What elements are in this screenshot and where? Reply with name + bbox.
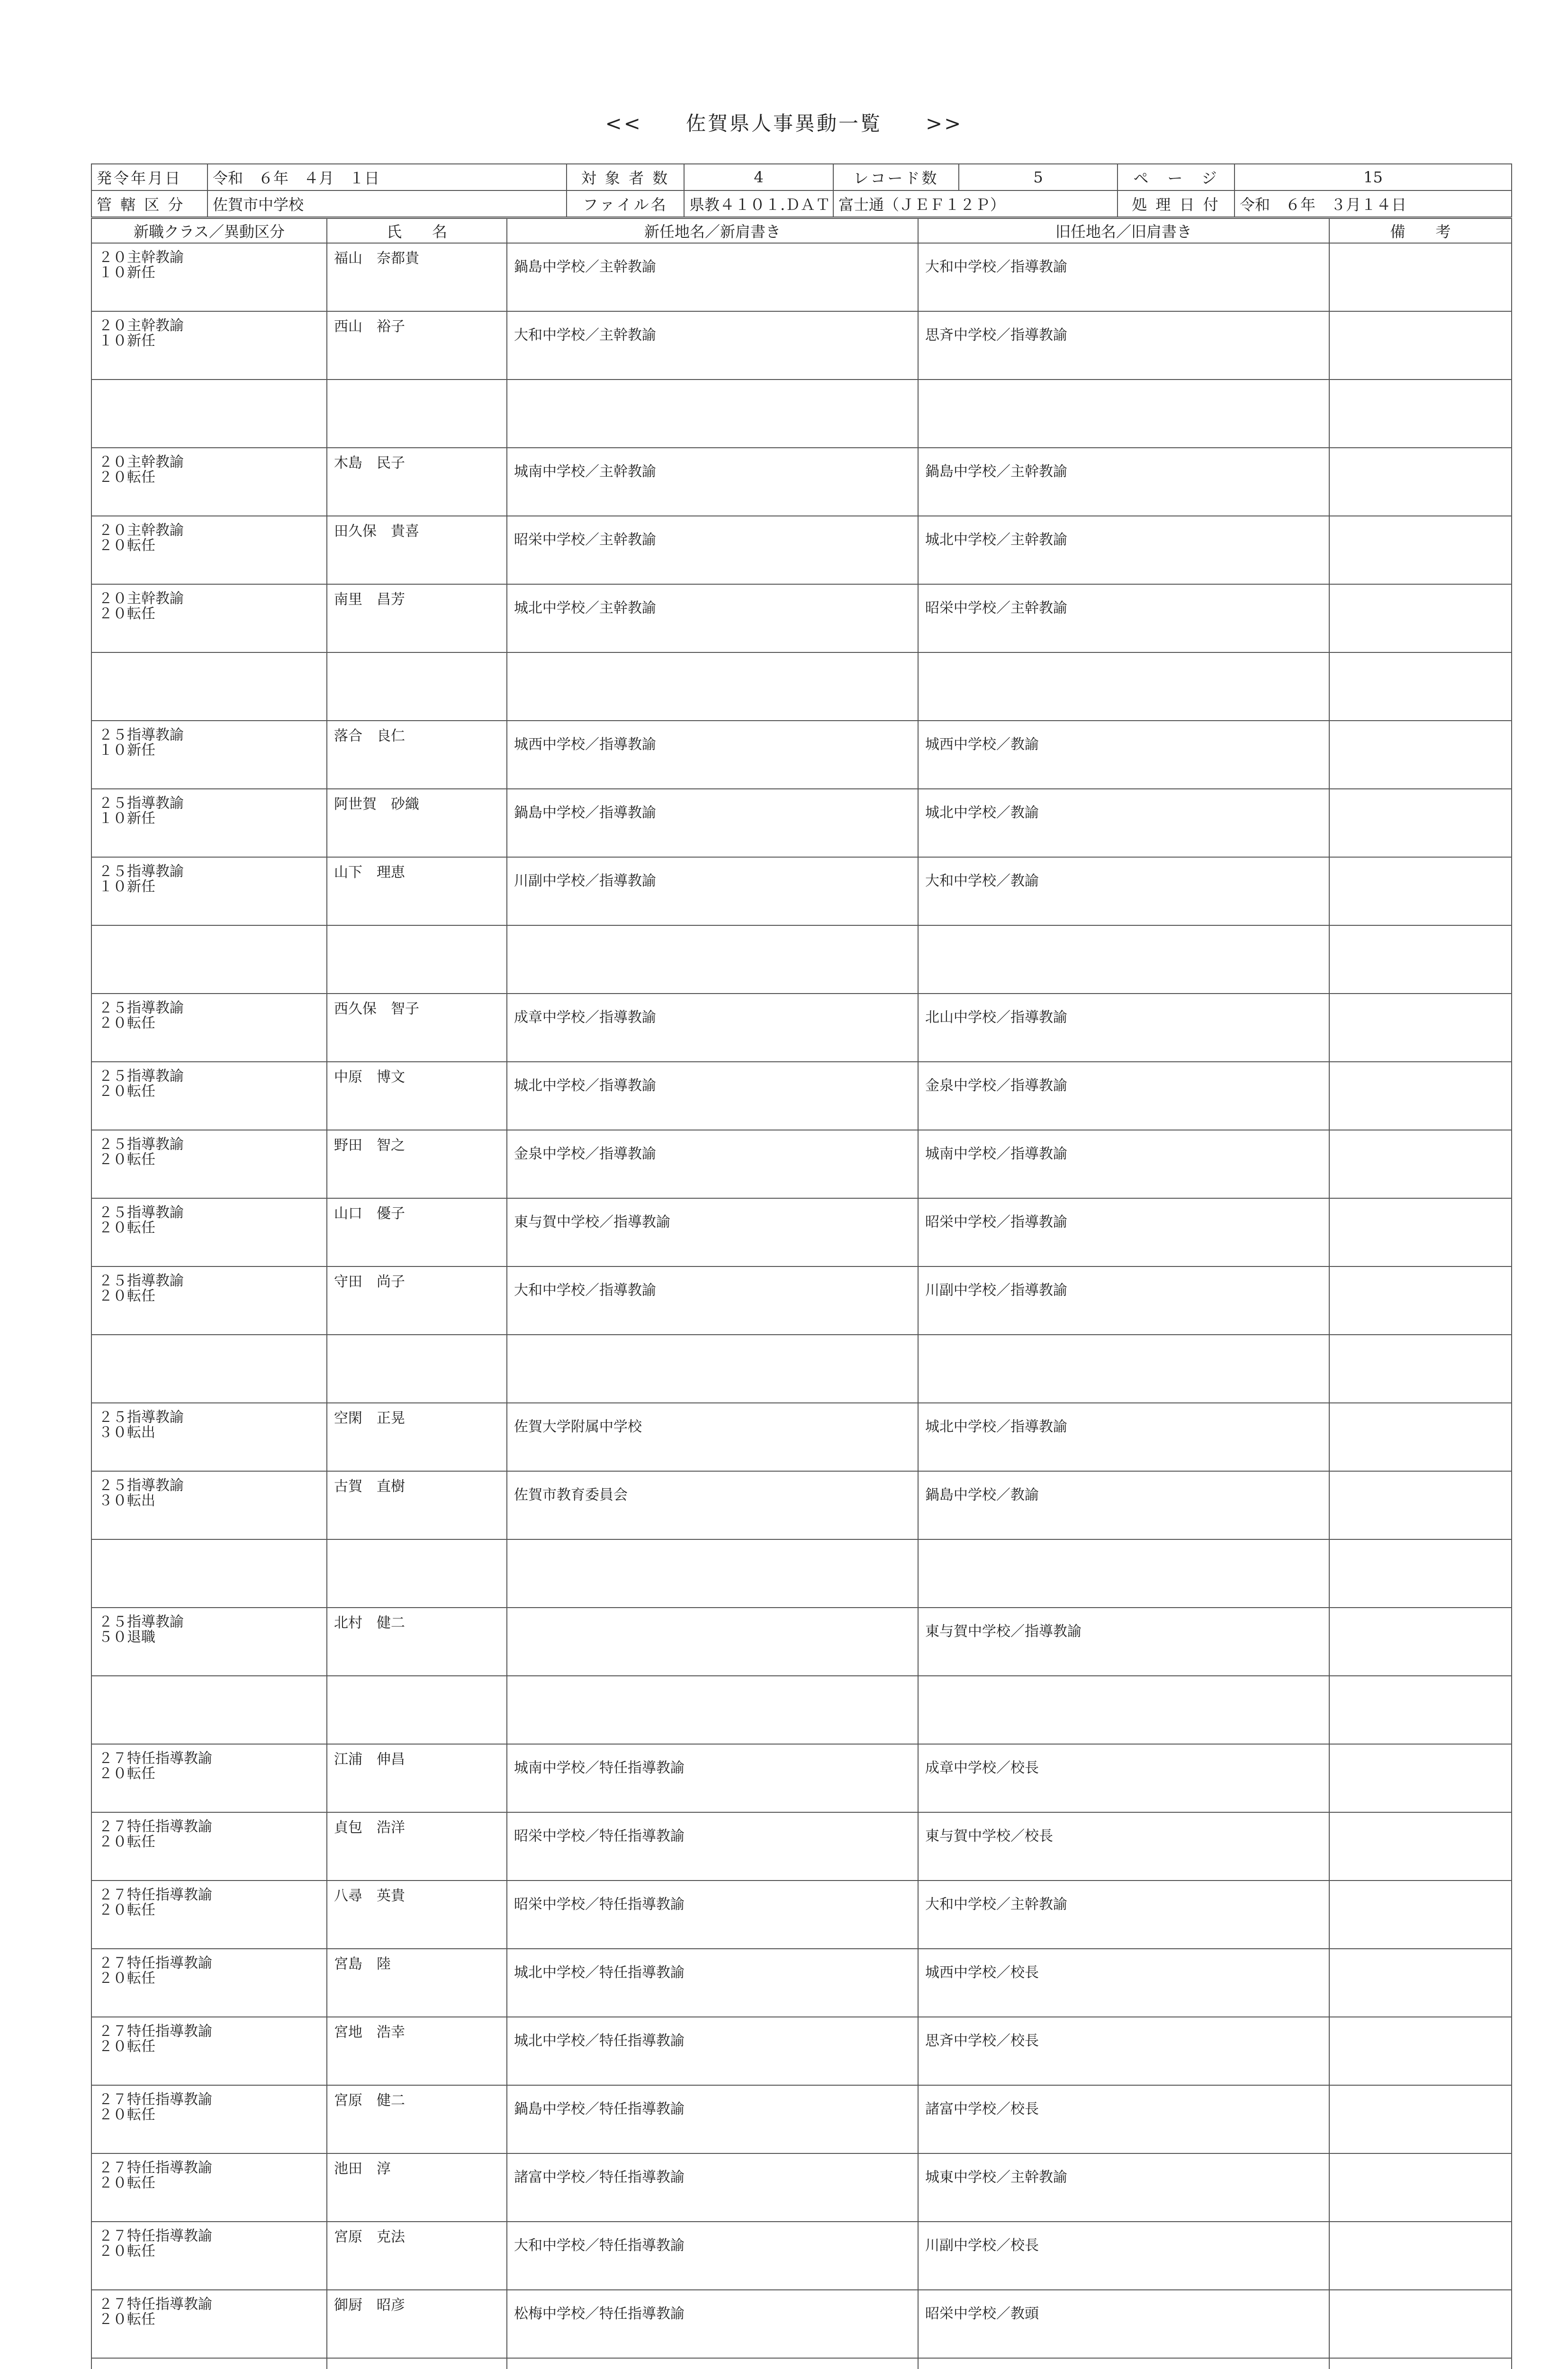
notes-cell	[1329, 2017, 1512, 2085]
transfer-type: ２０転任	[99, 1834, 155, 1851]
job-class: ２７特任指導教諭	[99, 2023, 212, 2040]
transfer-type: １０新任	[99, 333, 155, 350]
old-post-cell: 昭栄中学校／主幹教諭	[918, 584, 1329, 652]
old-post-cell	[918, 1539, 1329, 1608]
job-class: ２５指導教諭	[99, 1136, 184, 1153]
job-class: ２０主幹教諭	[99, 317, 184, 334]
class-cell	[91, 1539, 327, 1608]
transfer-type: ２０転任	[99, 606, 155, 623]
old-post-cell	[918, 652, 1329, 721]
old-post-cell: 城西中学校／校長	[918, 1949, 1329, 2017]
table-row	[91, 380, 1512, 448]
record-label: レコード数	[833, 164, 959, 190]
old-post-cell: 城西中学校／教諭	[918, 721, 1329, 789]
table-row	[91, 1539, 1512, 1608]
name-cell: 御厨 昭彦	[327, 2290, 507, 2358]
new-post-cell: 昭栄中学校／特任指導教諭	[507, 1812, 918, 1881]
name-cell: 田久保 貴喜	[327, 516, 507, 584]
class-cell	[91, 2017, 327, 2085]
new-post-cell: 城北中学校／主幹教諭	[507, 584, 918, 652]
name-cell	[327, 2358, 507, 2369]
page-title: << 佐賀県人事異動一覧 >>	[605, 112, 963, 135]
name-cell: 西山 裕子	[327, 311, 507, 380]
notes-cell	[1329, 1130, 1512, 1198]
hatsurei-value: 令和 ６年 ４月 １日	[207, 164, 567, 190]
col-header-new-post: 新任地名／新肩書き	[507, 218, 918, 243]
table-row	[91, 448, 1512, 516]
notes-cell	[1329, 2290, 1512, 2358]
notes-cell	[1329, 721, 1512, 789]
notes-cell	[1329, 1539, 1512, 1608]
class-cell	[91, 448, 327, 516]
notes-cell	[1329, 243, 1512, 311]
new-post-cell	[507, 1676, 918, 1744]
table-row	[91, 2017, 1512, 2085]
name-cell: 山下 理恵	[327, 857, 507, 925]
notes-cell	[1329, 516, 1512, 584]
new-post-cell: 城西中学校／指導教諭	[507, 721, 918, 789]
class-cell	[91, 1881, 327, 1949]
notes-cell	[1329, 1266, 1512, 1335]
job-class: ２０主幹教諭	[99, 590, 184, 607]
old-post-cell: 川副中学校／校長	[918, 2222, 1329, 2290]
transfer-type: ３０転出	[99, 1492, 155, 1510]
transfer-type: ２０転任	[99, 2107, 155, 2124]
new-post-cell: 昭栄中学校／主幹教諭	[507, 516, 918, 584]
old-post-cell: 昭栄中学校／指導教諭	[918, 1198, 1329, 1266]
class-cell	[91, 2153, 327, 2222]
old-post-cell: 城北中学校／教諭	[918, 789, 1329, 857]
job-class: ２７特任指導教諭	[99, 1887, 212, 1903]
old-post-cell: 昭栄中学校／教頭	[918, 2290, 1329, 2358]
new-post-cell	[507, 380, 918, 448]
transfer-type: ２０転任	[99, 469, 155, 486]
old-post-cell: 北山中学校／指導教諭	[918, 994, 1329, 1062]
new-post-cell: 城北中学校／指導教諭	[507, 1062, 918, 1130]
old-post-cell: 諸富中学校／校長	[918, 2085, 1329, 2153]
transfer-type: １０新任	[99, 878, 155, 895]
record-value: 5	[959, 164, 1117, 190]
table-row	[91, 1062, 1512, 1130]
class-cell	[91, 311, 327, 380]
old-post-cell: 鍋島中学校／主幹教諭	[918, 448, 1329, 516]
notes-cell	[1329, 857, 1512, 925]
header-row-1	[91, 164, 1512, 190]
job-class: ２０主幹教諭	[99, 522, 184, 539]
name-cell: 野田 智之	[327, 1130, 507, 1198]
new-post-cell	[507, 2358, 918, 2369]
class-cell	[91, 584, 327, 652]
transfer-type: ２０転任	[99, 1970, 155, 1987]
hatsurei-label: 発令年月日	[91, 164, 207, 190]
name-cell	[327, 652, 507, 721]
name-cell: 木島 民子	[327, 448, 507, 516]
table-row	[91, 1744, 1512, 1812]
table-row	[91, 2085, 1512, 2153]
table-row	[91, 1608, 1512, 1676]
name-cell: 落合 良仁	[327, 721, 507, 789]
new-post-cell: 城北中学校／特任指導教諭	[507, 2017, 918, 2085]
name-cell: 江浦 伸昌	[327, 1744, 507, 1812]
job-class: ２７特任指導教諭	[99, 2296, 212, 2313]
job-class: ２７特任指導教諭	[99, 2160, 212, 2176]
file-value: 県教４１０１.ＤＡＴ	[684, 190, 833, 217]
class-cell	[91, 1812, 327, 1881]
new-post-cell: 大和中学校／指導教諭	[507, 1266, 918, 1335]
notes-cell	[1329, 652, 1512, 721]
table-row	[91, 311, 1512, 380]
table-row	[91, 1949, 1512, 2017]
job-class: ２５指導教諭	[99, 727, 184, 743]
new-post-cell	[507, 925, 918, 994]
name-cell: 阿世賀 砂織	[327, 789, 507, 857]
transfer-type: １０新任	[99, 264, 155, 281]
old-post-cell: 思斉中学校／指導教諭	[918, 311, 1329, 380]
notes-cell	[1329, 1471, 1512, 1539]
class-cell	[91, 721, 327, 789]
job-class: ２５指導教諭	[99, 1204, 184, 1221]
table-row	[91, 1881, 1512, 1949]
table-row	[91, 652, 1512, 721]
name-cell: 南里 昌芳	[327, 584, 507, 652]
page-value: 15	[1235, 164, 1512, 190]
class-cell	[91, 2358, 327, 2369]
class-cell	[91, 516, 327, 584]
table-row	[91, 1198, 1512, 1266]
transfer-type: ２０転任	[99, 1220, 155, 1237]
class-cell	[91, 380, 327, 448]
new-post-cell: 鍋島中学校／主幹教諭	[507, 243, 918, 311]
old-post-cell: 東与賀中学校／指導教諭	[918, 1608, 1329, 1676]
table-row	[91, 516, 1512, 584]
class-cell	[91, 243, 327, 311]
table-row	[91, 1471, 1512, 1539]
transfer-type: ２０転任	[99, 2311, 155, 2328]
old-post-cell: 城南中学校／指導教諭	[918, 1130, 1329, 1198]
class-cell	[91, 1403, 327, 1471]
taishosha-label: 対 象 者 数	[567, 164, 684, 190]
job-class: ２５指導教諭	[99, 1273, 184, 1289]
table-row	[91, 721, 1512, 789]
notes-cell	[1329, 311, 1512, 380]
notes-cell	[1329, 2153, 1512, 2222]
notes-cell	[1329, 584, 1512, 652]
name-cell: 八尋 英貴	[327, 1881, 507, 1949]
transfer-type: ２０転任	[99, 2038, 155, 2055]
notes-cell	[1329, 2358, 1512, 2369]
job-class: ２０主幹教諭	[99, 249, 184, 266]
notes-cell	[1329, 380, 1512, 448]
old-post-cell: 城東中学校／主幹教諭	[918, 2153, 1329, 2222]
job-class: ２５指導教諭	[99, 1068, 184, 1085]
old-post-cell: 城北中学校／主幹教諭	[918, 516, 1329, 584]
new-post-cell: 鍋島中学校／指導教諭	[507, 789, 918, 857]
old-post-cell: 城北中学校／指導教諭	[918, 1403, 1329, 1471]
system-value: 富士通（ＪＥＦ１２Ｐ）	[833, 190, 1117, 217]
transfer-type: １０新任	[99, 810, 155, 827]
class-cell	[91, 1266, 327, 1335]
class-cell	[91, 925, 327, 994]
old-post-cell: 川副中学校／指導教諭	[918, 1266, 1329, 1335]
new-post-cell: 城北中学校／特任指導教諭	[507, 1949, 918, 2017]
notes-cell	[1329, 1062, 1512, 1130]
name-cell: 中原 博文	[327, 1062, 507, 1130]
new-post-cell: 佐賀大学附属中学校	[507, 1403, 918, 1471]
notes-cell	[1329, 1676, 1512, 1744]
shori-label: 処 理 日 付	[1117, 190, 1235, 217]
table-row	[91, 1335, 1512, 1403]
name-cell: 池田 淳	[327, 2153, 507, 2222]
old-post-cell	[918, 1676, 1329, 1744]
new-post-cell	[507, 1539, 918, 1608]
job-class: ２５指導教諭	[99, 1477, 184, 1494]
class-cell	[91, 1198, 327, 1266]
job-class: ２５指導教諭	[99, 1000, 184, 1016]
col-header-old-post: 旧任地名／旧肩書き	[918, 218, 1329, 243]
new-post-cell	[507, 652, 918, 721]
new-post-cell: 大和中学校／特任指導教諭	[507, 2222, 918, 2290]
job-class: ２０主幹教諭	[99, 454, 184, 470]
notes-cell	[1329, 1403, 1512, 1471]
new-post-cell: 松梅中学校／特任指導教諭	[507, 2290, 918, 2358]
notes-cell	[1329, 1812, 1512, 1881]
new-post-cell: 昭栄中学校／特任指導教諭	[507, 1881, 918, 1949]
job-class: ２７特任指導教諭	[99, 1750, 212, 1767]
table-row	[91, 1266, 1512, 1335]
notes-cell	[1329, 1608, 1512, 1676]
class-cell	[91, 1676, 327, 1744]
name-cell: 貞包 浩洋	[327, 1812, 507, 1881]
name-cell	[327, 380, 507, 448]
notes-cell	[1329, 925, 1512, 994]
old-post-cell	[918, 2358, 1329, 2369]
notes-cell	[1329, 2222, 1512, 2290]
name-cell: 北村 健二	[327, 1608, 507, 1676]
class-cell	[91, 1744, 327, 1812]
notes-cell	[1329, 994, 1512, 1062]
transfer-type: ２０転任	[99, 2243, 155, 2260]
job-class: ２５指導教諭	[99, 863, 184, 880]
old-post-cell: 大和中学校／主幹教諭	[918, 1881, 1329, 1949]
name-cell	[327, 1539, 507, 1608]
table-row	[91, 789, 1512, 857]
old-post-cell: 大和中学校／教諭	[918, 857, 1329, 925]
table-row	[91, 994, 1512, 1062]
old-post-cell: 思斉中学校／校長	[918, 2017, 1329, 2085]
class-cell	[91, 2290, 327, 2358]
new-post-cell	[507, 1335, 918, 1403]
transfer-type: ３０転出	[99, 1424, 155, 1441]
kankatsu-label: 管 轄 区 分	[91, 190, 207, 217]
table-row	[91, 2153, 1512, 2222]
notes-cell	[1329, 448, 1512, 516]
notes-cell	[1329, 789, 1512, 857]
name-cell: 福山 奈都貴	[327, 243, 507, 311]
shori-value: 令和 ６年 ３月１４日	[1235, 190, 1512, 217]
job-class: ２７特任指導教諭	[99, 1955, 212, 1971]
taishosha-value: 4	[684, 164, 833, 190]
col-header-notes: 備 考	[1329, 218, 1512, 243]
job-class: ２７特任指導教諭	[99, 2091, 212, 2108]
transfer-type: １０新任	[99, 742, 155, 759]
name-cell: 守田 尚子	[327, 1266, 507, 1335]
old-post-cell: 鍋島中学校／教諭	[918, 1471, 1329, 1539]
table-row	[91, 2222, 1512, 2290]
class-cell	[91, 2222, 327, 2290]
table-row	[91, 584, 1512, 652]
page-label: ペ ー ジ	[1117, 164, 1235, 190]
file-label: ファイル名	[567, 190, 684, 217]
new-post-cell: 城南中学校／主幹教諭	[507, 448, 918, 516]
job-class: ２５指導教諭	[99, 795, 184, 812]
new-post-cell: 成章中学校／指導教諭	[507, 994, 918, 1062]
new-post-cell: 大和中学校／主幹教諭	[507, 311, 918, 380]
transfer-type: ２０転任	[99, 537, 155, 554]
name-cell	[327, 1676, 507, 1744]
name-cell: 古賀 直樹	[327, 1471, 507, 1539]
col-header-name: 氏 名	[327, 218, 507, 243]
old-post-cell: 金泉中学校／指導教諭	[918, 1062, 1329, 1130]
job-class: ２７特任指導教諭	[99, 2228, 212, 2244]
header-table	[91, 163, 1512, 217]
column-header-row	[91, 218, 1512, 243]
transfer-type: ２０転任	[99, 1151, 155, 1168]
name-cell: 宮島 陸	[327, 1949, 507, 2017]
table-row	[91, 2290, 1512, 2358]
class-cell	[91, 1062, 327, 1130]
new-post-cell: 鍋島中学校／特任指導教諭	[507, 2085, 918, 2153]
new-post-cell: 東与賀中学校／指導教諭	[507, 1198, 918, 1266]
notes-cell	[1329, 1198, 1512, 1266]
name-cell: 山口 優子	[327, 1198, 507, 1266]
table-row	[91, 1130, 1512, 1198]
header-row-2	[91, 190, 1512, 217]
new-post-cell: 諸富中学校／特任指導教諭	[507, 2153, 918, 2222]
transfer-type: ２０転任	[99, 2175, 155, 2192]
class-cell	[91, 652, 327, 721]
transfer-type: ２０転任	[99, 1902, 155, 1919]
transfer-type: ２０転任	[99, 1015, 155, 1032]
new-post-cell	[507, 1608, 918, 1676]
transfer-type: ５０退職	[99, 1629, 155, 1646]
name-cell: 西久保 智子	[327, 994, 507, 1062]
name-cell: 宮原 健二	[327, 2085, 507, 2153]
notes-cell	[1329, 1949, 1512, 2017]
class-cell	[91, 1949, 327, 2017]
class-cell	[91, 857, 327, 925]
transfer-type: ２０転任	[99, 1765, 155, 1782]
job-class: ２５指導教諭	[99, 1409, 184, 1426]
name-cell	[327, 925, 507, 994]
class-cell	[91, 1608, 327, 1676]
old-post-cell	[918, 1335, 1329, 1403]
class-cell	[91, 1471, 327, 1539]
class-cell	[91, 789, 327, 857]
name-cell: 空閑 正晃	[327, 1403, 507, 1471]
notes-cell	[1329, 2085, 1512, 2153]
table-row	[91, 925, 1512, 994]
old-post-cell: 東与賀中学校／校長	[918, 1812, 1329, 1881]
name-cell: 宮地 浩幸	[327, 2017, 507, 2085]
old-post-cell	[918, 925, 1329, 994]
new-post-cell: 城南中学校／特任指導教諭	[507, 1744, 918, 1812]
old-post-cell: 大和中学校／指導教諭	[918, 243, 1329, 311]
transfer-type: ２０転任	[99, 1083, 155, 1100]
notes-cell	[1329, 1881, 1512, 1949]
kankatsu-value: 佐賀市中学校	[207, 190, 567, 217]
class-cell	[91, 994, 327, 1062]
notes-cell	[1329, 1744, 1512, 1812]
table-row	[91, 1676, 1512, 1744]
new-post-cell: 佐賀市教育委員会	[507, 1471, 918, 1539]
class-cell	[91, 1130, 327, 1198]
old-post-cell: 成章中学校／校長	[918, 1744, 1329, 1812]
name-cell	[327, 1335, 507, 1403]
table-row	[91, 2358, 1512, 2369]
notes-cell	[1329, 1335, 1512, 1403]
old-post-cell	[918, 380, 1329, 448]
table-row	[91, 243, 1512, 311]
job-class: ２７特任指導教諭	[99, 1818, 212, 1835]
new-post-cell: 川副中学校／指導教諭	[507, 857, 918, 925]
transfer-type: ２０転任	[99, 1288, 155, 1305]
table-row	[91, 1812, 1512, 1881]
new-post-cell: 金泉中学校／指導教諭	[507, 1130, 918, 1198]
class-cell	[91, 1335, 327, 1403]
table-row	[91, 857, 1512, 925]
name-cell: 宮原 克法	[327, 2222, 507, 2290]
class-cell	[91, 2085, 327, 2153]
table-row	[91, 1403, 1512, 1471]
job-class: ２５指導教諭	[99, 1614, 184, 1630]
transfer-table	[91, 218, 1512, 2369]
col-header-class: 新職クラス／異動区分	[91, 218, 327, 243]
